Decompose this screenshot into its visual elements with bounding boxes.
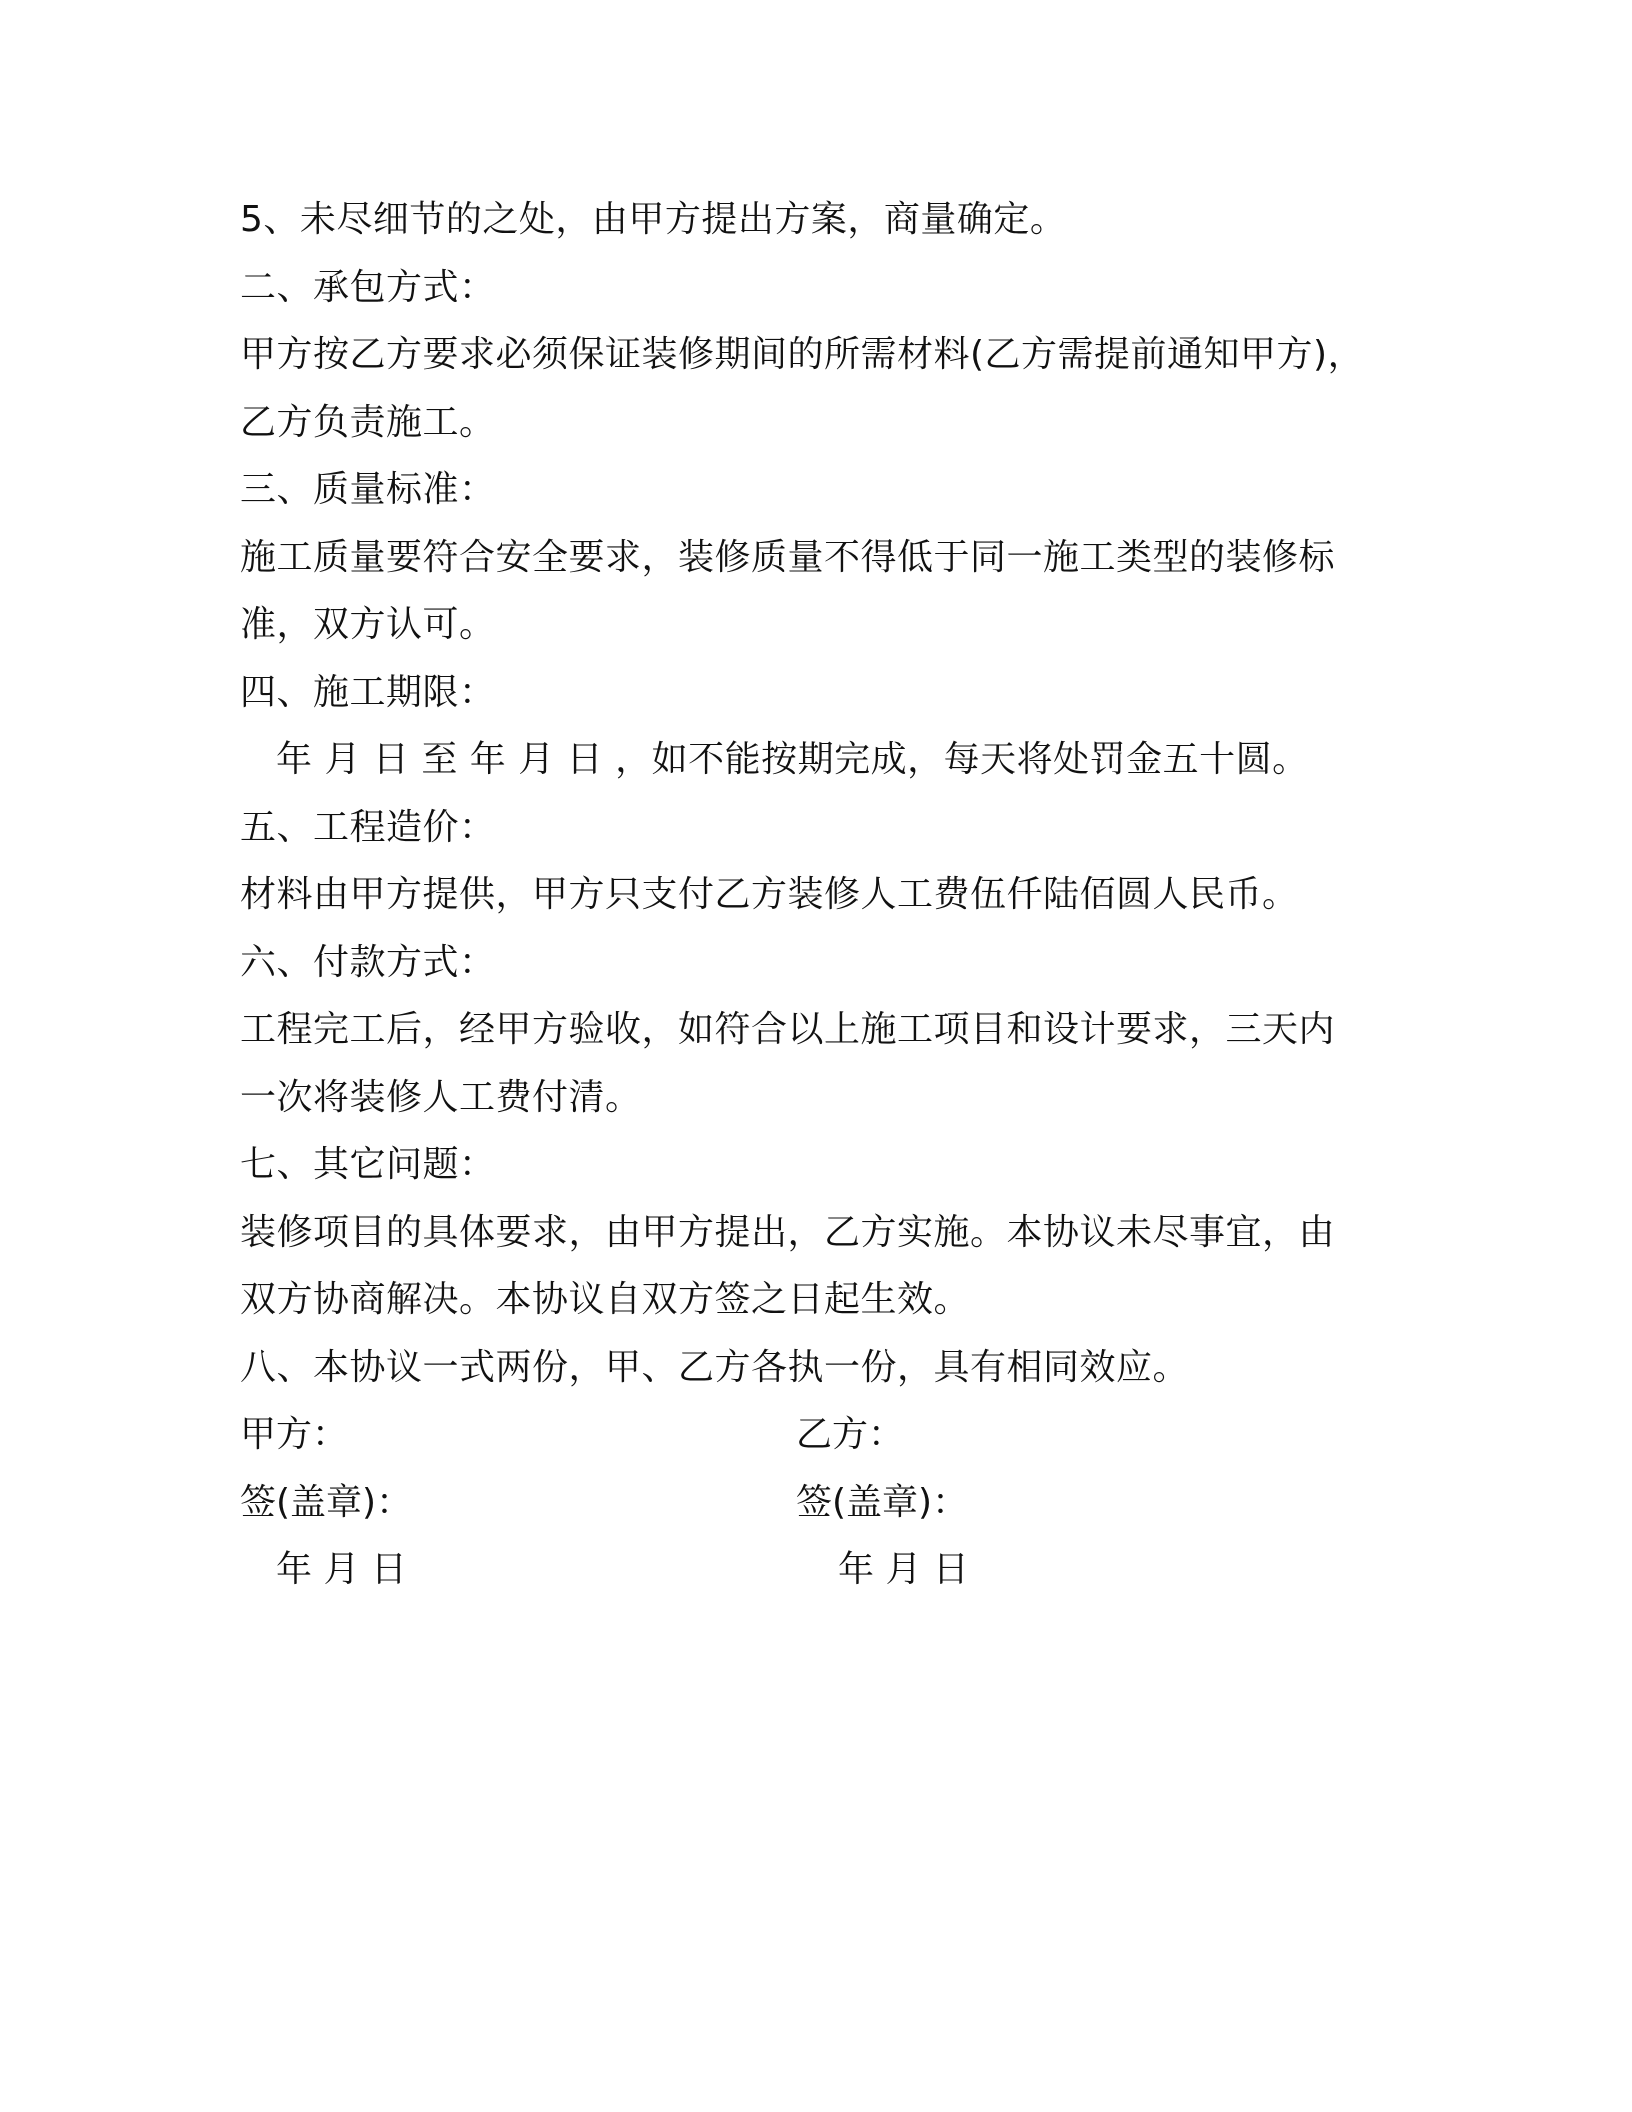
clause-line: 乙方负责施工。 — [240, 401, 496, 443]
signature-date-row — [240, 1536, 1400, 1604]
clause-line: 装修项目的具体要求，由甲方提出，乙方实施。本协议未尽事宜，由 — [240, 1211, 1336, 1253]
section-heading: 四、施工期限： — [240, 671, 496, 713]
construction-period-line: 年 月 日 至 年 月 日 ，如不能按期完成，每天将处罚金五十圆。 — [276, 739, 1309, 780]
seal-b-label: 签(盖章)： — [796, 1481, 969, 1523]
document-body — [240, 186, 1400, 1604]
party-a-label: 甲方： — [240, 1414, 349, 1455]
clause-line: 材料由甲方提供，甲方只支付乙方装修人工费伍仟陆佰圆人民币。 — [240, 874, 1299, 915]
clause-line: 甲方按乙方要求必须保证装修期间的所需材料(乙方需提前通知甲方)， — [240, 334, 1365, 375]
section-heading: 五、工程造价： — [240, 806, 496, 848]
clause-line: 双方协商解决。本协议自双方签之日起生效。 — [240, 1279, 971, 1320]
seal-a-label: 签(盖章)： — [240, 1481, 413, 1523]
party-b-label: 乙方： — [796, 1414, 905, 1455]
date-a: 年 月 日 — [276, 1549, 407, 1590]
clause-line: 准，双方认可。 — [240, 604, 496, 645]
section-heading: 二、承包方式： — [240, 266, 496, 308]
signature-seal-row — [240, 1469, 1400, 1537]
section-heading: 六、付款方式： — [240, 941, 496, 983]
signature-party-row — [240, 1401, 1400, 1469]
clause-line: 施工质量要符合安全要求，装修质量不得低于同一施工类型的装修标 — [240, 536, 1336, 578]
date-b: 年 月 日 — [838, 1549, 969, 1590]
clause-line: 工程完工后，经甲方验收，如符合以上施工项目和设计要求，三天内 — [240, 1009, 1336, 1050]
clause-line: 5、未尽细节的之处，由甲方提出方案，商量确定。 — [240, 199, 1067, 240]
clause-line: 一次将装修人工费付清。 — [240, 1076, 642, 1118]
section-heading: 三、质量标准： — [240, 469, 496, 510]
section-heading: 七、其它问题： — [240, 1144, 496, 1185]
clause-line: 八、本协议一式两份，甲、乙方各执一份，具有相同效应。 — [240, 1346, 1190, 1388]
